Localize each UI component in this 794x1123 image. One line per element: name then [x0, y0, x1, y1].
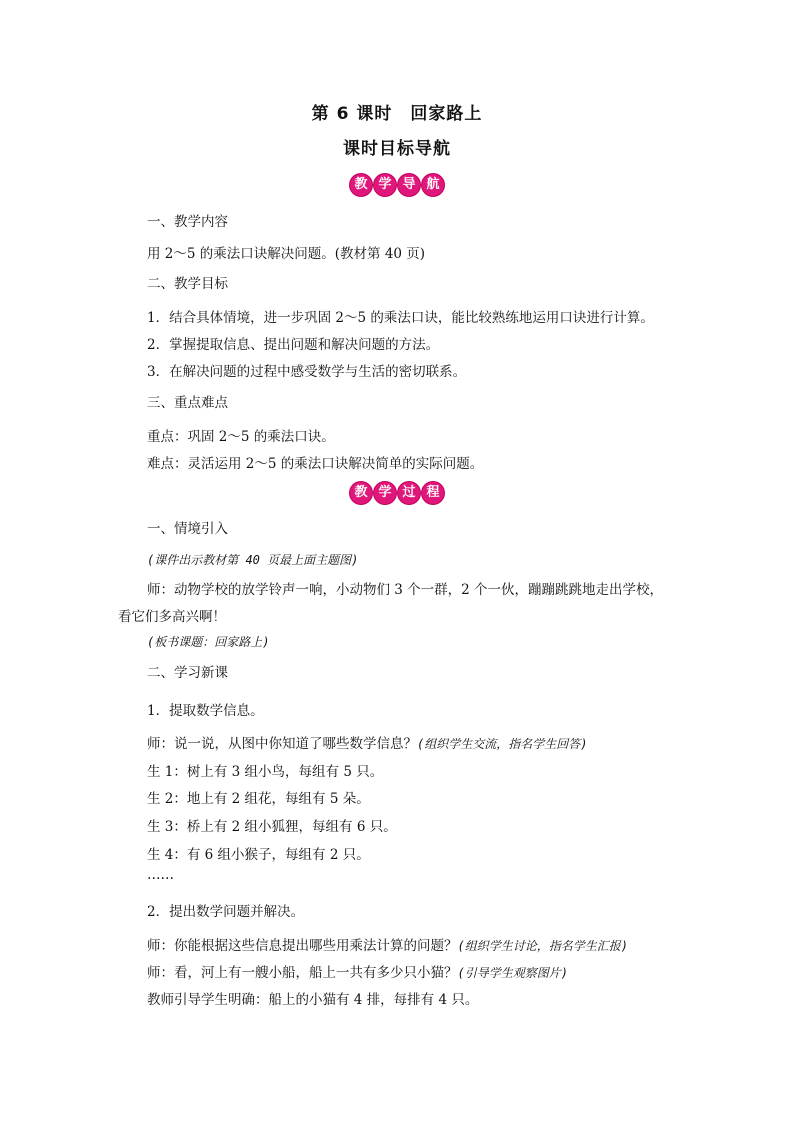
process-heading-new-lesson: 二、学习新课 [147, 665, 228, 681]
section-heading-goals: 二、教学目标 [147, 276, 228, 292]
key-point: 重点：巩固 2～5 的乘法口诀。 [147, 429, 335, 445]
teacher-note: (引导学生观察图片) [457, 966, 568, 980]
badge-char: 学 [374, 174, 396, 196]
teacher-clarify: 教师引导学生明确：船上的小猫有 4 排，每排有 4 只。 [147, 992, 479, 1008]
teacher-text: 师：你能根据这些信息提出哪些用乘法计算的问题？ [147, 938, 458, 954]
ellipsis: …… [147, 867, 174, 883]
teacher-question-2 [147, 934, 628, 954]
teacher-intro-line-1: 师：动物学校的放学铃声一响，小动物们 3 个一群，2 个一伙，蹦蹦跳跳地走出学校， [147, 582, 664, 598]
student-answer-1: 生 1：树上有 3 组小鸟，每组有 5 只。 [147, 764, 384, 780]
section-badge-guide [0, 174, 794, 196]
goal-2: 2．掌握提取信息、提出问题和解决问题的方法。 [147, 337, 440, 353]
teacher-note: (组织学生交流，指名学生回答) [417, 737, 588, 751]
section-heading-content: 一、教学内容 [147, 214, 228, 230]
teacher-intro-line-2: 看它们多高兴啊！ [118, 609, 226, 625]
step-1: 1．提取数学信息。 [147, 703, 264, 719]
teacher-note: (组织学生讨论，指名学生汇报) [457, 939, 628, 953]
goal-3: 3．在解决问题的过程中感受数学与生活的密切联系。 [147, 364, 467, 380]
badge-char: 学 [374, 482, 396, 504]
teacher-text: 师：看，河上有一艘小船，船上一共有多少只小猫？ [147, 965, 458, 981]
board-note: (板书课题：回家路上) [147, 635, 270, 649]
student-answer-3: 生 3：桥上有 2 组小狐狸，每组有 6 只。 [147, 819, 397, 835]
badge-char: 程 [422, 482, 444, 504]
section-heading-key-points: 三、重点难点 [147, 395, 228, 411]
lesson-subtitle: 课时目标导航 [343, 139, 451, 159]
content-text: 用 2～5 的乘法口诀解决问题。(教材第 40 页) [147, 246, 426, 262]
badge-char: 过 [398, 482, 420, 504]
student-answer-4: 生 4：有 6 组小猴子，每组有 2 只。 [147, 847, 370, 863]
section-badge-process [0, 482, 794, 504]
goal-1: 1．结合具体情境，进一步巩固 2～5 的乘法口诀，能比较熟练地运用口诀进行计算。 [147, 310, 654, 326]
teacher-question-1 [147, 732, 587, 752]
lesson-title: 第 6 课时 回家路上 [311, 104, 483, 124]
difficult-point: 难点：灵活运用 2～5 的乘法口诀解决简单的实际问题。 [147, 456, 484, 472]
step-2: 2．提出数学问题并解决。 [147, 904, 305, 920]
badge-char: 导 [398, 174, 420, 196]
student-answer-2: 生 2：地上有 2 组花，每组有 5 朵。 [147, 791, 370, 807]
courseware-note: (课件出示教材第 40 页最上面主题图) [147, 553, 359, 567]
badge-char: 教 [350, 174, 372, 196]
teacher-question-3 [147, 961, 568, 981]
process-heading-intro: 一、情境引入 [147, 521, 228, 537]
badge-char: 航 [422, 174, 444, 196]
badge-char: 教 [350, 482, 372, 504]
teacher-text: 师：说一说，从图中你知道了哪些数学信息？ [147, 736, 417, 752]
